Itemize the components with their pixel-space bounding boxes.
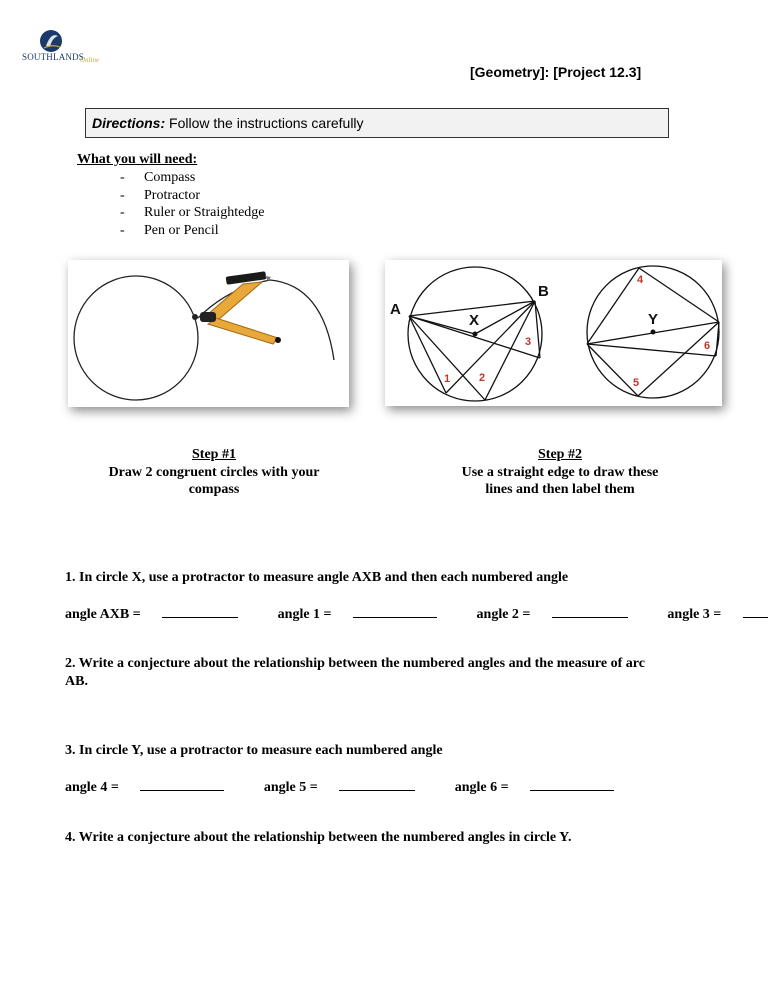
label-6: 6 (704, 340, 711, 352)
label-y: Y (648, 311, 659, 328)
label-b: B (538, 283, 549, 300)
step2-title: Step #2 (538, 447, 582, 462)
label-3: 3 (525, 336, 532, 348)
question-4: 4. Write a conjecture about the relationship between the numbered angles in circle Y. (65, 830, 572, 845)
label-1: 1 (444, 373, 451, 385)
label-5: 5 (633, 377, 640, 389)
step1-caption (90, 446, 338, 499)
answer-slot[interactable]: angle AXB = (65, 607, 256, 622)
step1-title: Step #1 (192, 447, 236, 462)
directions-text: Follow the instructions carefully (165, 115, 364, 131)
step2-line1: Use a straight edge to draw these (461, 464, 659, 480)
answer-slot[interactable]: angle 6 = (455, 780, 632, 795)
label-4: 4 (637, 274, 644, 286)
answer-slot[interactable]: angle 4 = (65, 780, 242, 795)
step2-caption (435, 446, 685, 499)
list-item: - Protractor (120, 187, 200, 203)
compass-figure (68, 260, 349, 407)
step1-line2: compass (188, 482, 240, 497)
label-x: X (469, 312, 480, 329)
step2-line2: lines and then label them (485, 482, 635, 497)
label-2: 2 (479, 372, 486, 384)
directions-label: Directions: (92, 115, 166, 131)
answer-slot[interactable]: angle 1 = (278, 607, 455, 622)
list-item: - Compass (120, 170, 196, 185)
label-a: A (390, 301, 401, 318)
list-item: - Ruler or Straightedge (120, 205, 265, 220)
logo-text: SOUTHLANDS (22, 52, 85, 62)
list-item: - Pen or Pencil (120, 222, 219, 238)
answer-slot[interactable]: angle 3 = (667, 607, 768, 622)
question-1-answers (65, 605, 768, 623)
answer-slot[interactable]: angle 5 = (264, 780, 433, 795)
center-x (473, 332, 478, 337)
logo-subtext: Online (80, 56, 100, 64)
right-arc (270, 280, 334, 360)
page-title: [Geometry]: [Project 12.3] (470, 64, 642, 80)
question-1: 1. In circle X, use a protractor to measure angle AXB and then each numbered angle (65, 570, 569, 585)
step1-line1: Draw 2 congruent circles with your (108, 464, 320, 480)
question-2-line2: AB. (65, 674, 88, 689)
question-2-line1: 2. Write a conjecture about the relationship between the numbered angles and the measure of arc (65, 656, 645, 671)
school-logo (22, 28, 92, 72)
circles-figure (385, 260, 722, 406)
center-y (651, 330, 656, 335)
needs-list (120, 169, 265, 239)
question-3: 3. In circle Y, use a protractor to measure each numbered angle (65, 743, 443, 758)
question-3-answers (65, 778, 650, 796)
needs-title: What you will need: (77, 152, 198, 167)
compass-icon (192, 271, 281, 344)
answer-slot[interactable]: angle 2 = (477, 607, 646, 622)
left-circle (74, 276, 198, 400)
directions-box (85, 108, 669, 138)
